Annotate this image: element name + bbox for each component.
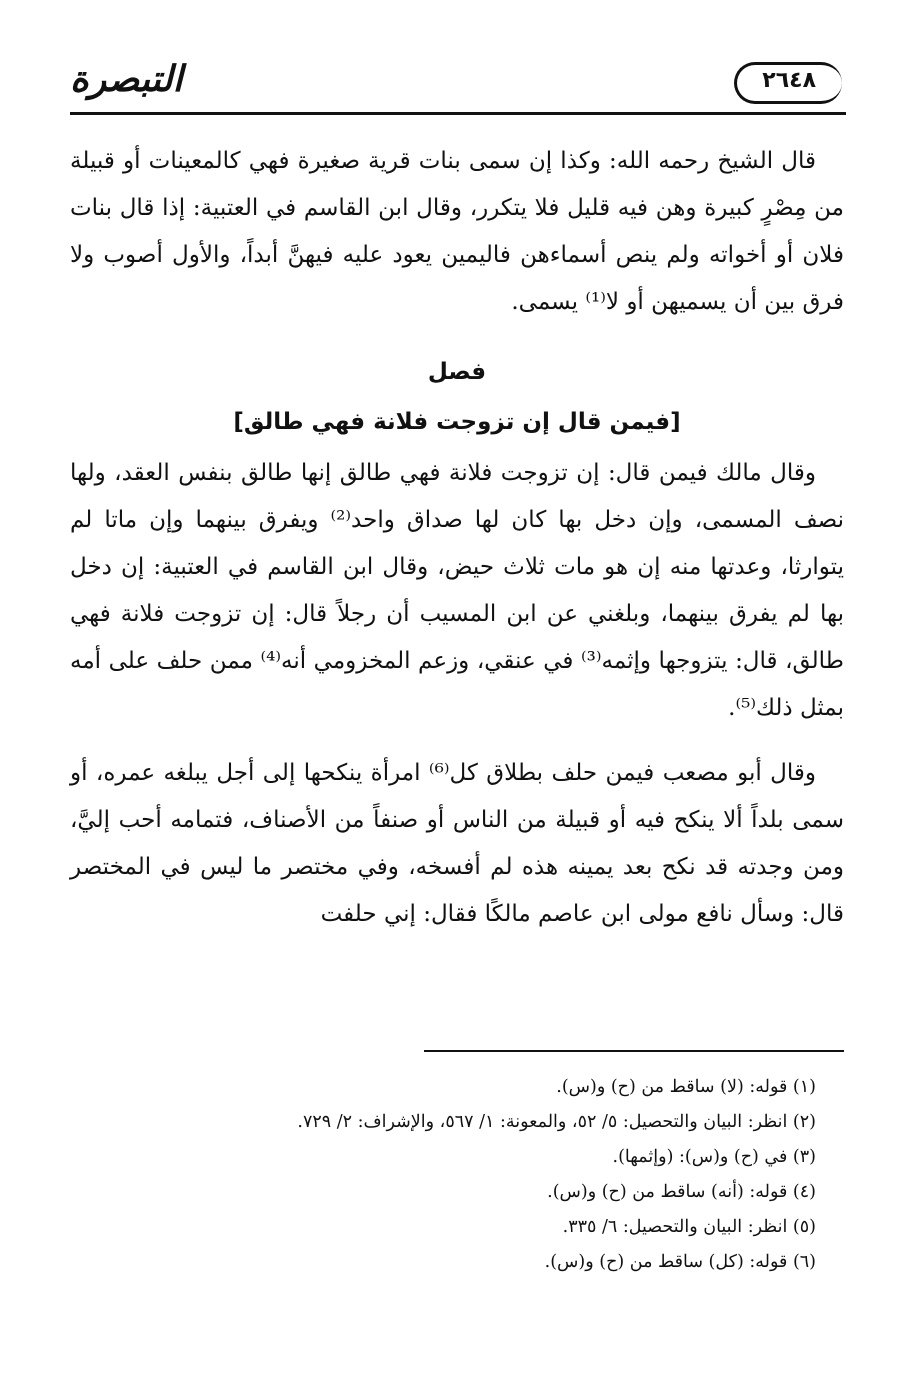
footnote-1: (١) قوله: (لا) ساقط من (ح) و(س). <box>556 1077 816 1097</box>
footnote-3: (٣) في (ح) و(س): (وإثمها). <box>612 1147 816 1167</box>
paragraph-1: قال الشيخ رحمه الله: وكذا إن سمى بنات قرية صغيرة فهي كالمعينات أو قبيلة من مِصْرٍ كبيرة وهن فيه قليل فلا يتكرر، وقال ابن القاسم في العتبية: إذا قال بنات فلان أو أخواته ولم ينص أسماءهن فاليمين يعود عليه فيهنَّ أبداً، والأول أصوب ولا فرق بين أن يسميهن أو لا⁽¹⁾ يسمى. <box>70 148 844 315</box>
footnotes <box>70 1070 816 1280</box>
paragraph-2: وقال مالك فيمن قال: إن تزوجت فلانة فهي طالق إنها طالق بنفس العقد، ولها نصف المسمى، وإن دخل بها كان لها صداق واحد⁽²⁾ ويفرق بينهما وإن ماتا لم يتوارثا، وعدتها منه إن هو مات ثلاث حيض، وقال ابن القاسم في العتبية: إن دخل بها لم يفرق بينهما، وبلغني عن ابن المسيب أن رجلاً قال: إن تزوجت فلانة فهي طالق، قال: يتزوجها وإثمه⁽³⁾ في عنقي، وزعم المخزومي أنه⁽⁴⁾ ممن حلف على أمه بمثل ذلك⁽⁵⁾. <box>70 460 845 721</box>
section-title: فصل <box>427 359 487 385</box>
page-header <box>70 52 846 122</box>
main-text <box>70 138 844 938</box>
footnote-separator <box>424 1050 844 1052</box>
footnote-6: (٦) قوله: (كل) ساقط من (ح) و(س). <box>544 1252 816 1272</box>
book-title: التبصرة <box>70 59 183 100</box>
page-number: ٢٦٤٨ <box>762 68 816 93</box>
footnote-4: (٤) قوله: (أنه) ساقط من (ح) و(س). <box>547 1182 816 1202</box>
header-rule <box>70 112 846 115</box>
section-subtitle: [فيمن قال إن تزوجت فلانة فهي طالق] <box>233 409 681 435</box>
footnote-2: (٢) انظر: البيان والتحصيل: ٥/ ٥٢، والمعونة: ١/ ٥٦٧، والإشراف: ٢/ ٧٢٩. <box>297 1112 816 1132</box>
paragraph-3: وقال أبو مصعب فيمن حلف بطلاق كل⁽⁶⁾ امرأة ينكحها إلى أجل يبلغه عمره، أو سمى بلداً ألا ينكح فيه أو قبيلة من الناس أو صنفاً من الأصناف، فتمامه أحب إليَّ، ومن وجدته قد نكح بعد يمينه هذه لم أفسخه، وفي مختصر ما ليس في المختصر قال: وسأل نافع مولى ابن عاصم مالكًا فقال: إني حلفت <box>70 760 844 927</box>
footnote-5: (٥) انظر: البيان والتحصيل: ٦/ ٣٣٥. <box>562 1217 816 1237</box>
